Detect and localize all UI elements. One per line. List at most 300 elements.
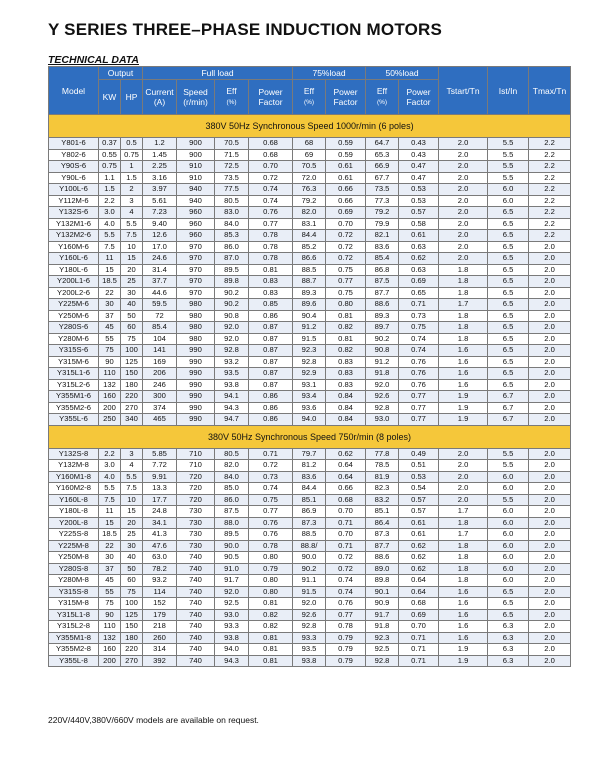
col-pf-full: Power Factor: [249, 80, 293, 115]
model-cell: Y132S-6: [49, 207, 99, 219]
table-cell: 24.8: [143, 506, 177, 518]
table-cell: 218: [143, 621, 177, 633]
table-cell: 7.5: [121, 230, 143, 242]
table-cell: 2.0: [439, 138, 488, 150]
table-cell: 92.6: [293, 609, 326, 621]
table-cell: 2.0: [439, 471, 488, 483]
table-cell: 94.1: [215, 391, 249, 403]
table-cell: 86.4: [366, 517, 399, 529]
table-cell: 990: [177, 356, 215, 368]
table-cell: 13.3: [143, 483, 177, 495]
table-cell: 2.0: [529, 586, 571, 598]
table-cell: 90.2: [215, 287, 249, 299]
table-cell: 83.0: [215, 207, 249, 219]
table-cell: 0.61: [399, 529, 439, 541]
model-cell: Y112M-6: [49, 195, 99, 207]
table-cell: 730: [177, 529, 215, 541]
table-cell: 0.59: [326, 138, 366, 150]
table-row: [49, 494, 571, 506]
table-cell: 0.77: [399, 414, 439, 426]
table-cell: 1.9: [439, 414, 488, 426]
table-cell: 60: [121, 322, 143, 334]
table-cell: 730: [177, 540, 215, 552]
table-cell: 0.83: [326, 379, 366, 391]
table-cell: 2.0: [529, 460, 571, 472]
table-cell: 93.2: [143, 575, 177, 587]
table-cell: 2.2: [529, 161, 571, 173]
table-cell: 2.0: [529, 529, 571, 541]
table-row: [49, 356, 571, 368]
table-cell: 0.74: [326, 575, 366, 587]
table-cell: 110: [99, 621, 121, 633]
model-cell: Y355M1-6: [49, 391, 99, 403]
table-cell: 89.3: [293, 287, 326, 299]
table-cell: 93.2: [215, 356, 249, 368]
table-cell: 6.0: [488, 563, 529, 575]
table-cell: 85.2: [293, 241, 326, 253]
table-cell: 100: [121, 598, 143, 610]
table-cell: 0.72: [326, 230, 366, 242]
model-cell: Y315M-6: [49, 356, 99, 368]
table-cell: 88.5: [293, 529, 326, 541]
table-cell: 68: [293, 138, 326, 150]
table-cell: 0.81: [326, 333, 366, 345]
table-cell: 91.0: [215, 563, 249, 575]
table-cell: 2.0: [529, 299, 571, 311]
table-cell: 940: [177, 184, 215, 196]
table-row: [49, 184, 571, 196]
table-cell: 37.7: [143, 276, 177, 288]
table-cell: 0.79: [326, 632, 366, 644]
table-cell: 83.6: [293, 471, 326, 483]
model-cell: Y90L-6: [49, 172, 99, 184]
table-cell: 6.0: [488, 483, 529, 495]
table-row: [49, 529, 571, 541]
table-row: [49, 506, 571, 518]
table-cell: 0.71: [399, 632, 439, 644]
table-cell: 0.5: [121, 138, 143, 150]
table-cell: 1.8: [439, 517, 488, 529]
table-cell: 1.8: [439, 333, 488, 345]
table-cell: 0.70: [326, 218, 366, 230]
table-cell: 0.87: [249, 322, 293, 334]
table-cell: 92.3: [293, 345, 326, 357]
table-cell: 90.8: [366, 345, 399, 357]
table-cell: 1.9: [439, 402, 488, 414]
table-cell: 0.64: [399, 586, 439, 598]
table-cell: 0.83: [249, 276, 293, 288]
table-cell: 0.77: [249, 218, 293, 230]
table-cell: 0.82: [249, 609, 293, 621]
table-cell: 92.8: [215, 345, 249, 357]
table-row: [49, 368, 571, 380]
table-cell: 88.8/: [293, 540, 326, 552]
table-cell: 2.2: [529, 230, 571, 242]
model-cell: Y160M-6: [49, 241, 99, 253]
model-cell: Y315L2-8: [49, 621, 99, 633]
table-cell: 0.75: [99, 161, 121, 173]
table-cell: 2.0: [529, 333, 571, 345]
table-cell: 2.0: [529, 655, 571, 667]
table-cell: 11: [99, 506, 121, 518]
table-row: [49, 460, 571, 472]
section-subtitle: TECHNICAL DATA: [48, 54, 139, 66]
table-cell: 86.9: [293, 506, 326, 518]
table-cell: 0.73: [249, 471, 293, 483]
table-cell: 2.2: [529, 138, 571, 150]
table-cell: 2.0: [529, 483, 571, 495]
table-cell: 30: [99, 299, 121, 311]
table-cell: 1.2: [143, 138, 177, 150]
model-cell: Y801-6: [49, 138, 99, 150]
table-cell: 92.0: [366, 379, 399, 391]
col-pf-50: Power Factor: [399, 80, 439, 115]
table-cell: 93.6: [293, 402, 326, 414]
table-cell: 50: [121, 310, 143, 322]
table-cell: 72.5: [215, 161, 249, 173]
model-cell: Y280M-8: [49, 575, 99, 587]
table-cell: 0.43: [399, 149, 439, 161]
table-cell: 180: [121, 379, 143, 391]
table-cell: 0.51: [399, 460, 439, 472]
table-cell: 93.5: [293, 644, 326, 656]
table-cell: 0.76: [249, 207, 293, 219]
model-cell: Y180L-8: [49, 506, 99, 518]
table-cell: 69: [293, 149, 326, 161]
table-cell: 200: [99, 655, 121, 667]
table-cell: 960: [177, 230, 215, 242]
table-cell: 1.5: [99, 184, 121, 196]
table-cell: 2.0: [529, 517, 571, 529]
table-cell: 141: [143, 345, 177, 357]
table-cell: 6.5: [488, 609, 529, 621]
table-row: [49, 471, 571, 483]
table-cell: 77.5: [215, 184, 249, 196]
table-cell: 82.0: [293, 207, 326, 219]
table-cell: 2.2: [529, 195, 571, 207]
table-cell: 6.5: [488, 299, 529, 311]
table-cell: 6.5: [488, 276, 529, 288]
table-cell: 75: [99, 598, 121, 610]
table-cell: 3: [121, 448, 143, 460]
table-cell: 70.5: [293, 161, 326, 173]
table-cell: 0.75: [249, 494, 293, 506]
table-cell: 0.72: [326, 241, 366, 253]
table-cell: 740: [177, 655, 215, 667]
table-cell: 910: [177, 172, 215, 184]
table-cell: 2.0: [529, 632, 571, 644]
table-cell: 30: [121, 287, 143, 299]
table-cell: 5.5: [488, 494, 529, 506]
table-cell: 0.47: [399, 161, 439, 173]
table-cell: 0.84: [326, 402, 366, 414]
table-row: [49, 598, 571, 610]
table-cell: 89.8: [215, 276, 249, 288]
table-row: [49, 138, 571, 150]
table-cell: 740: [177, 609, 215, 621]
table-cell: 15: [121, 253, 143, 265]
table-cell: 0.78: [249, 540, 293, 552]
table-row: [49, 345, 571, 357]
table-cell: 79.2: [293, 195, 326, 207]
table-cell: 990: [177, 345, 215, 357]
table-row: [49, 161, 571, 173]
table-cell: 720: [177, 494, 215, 506]
table-cell: 0.70: [326, 506, 366, 518]
model-cell: Y315L1-8: [49, 609, 99, 621]
table-cell: 0.77: [326, 609, 366, 621]
table-cell: 2.0: [439, 218, 488, 230]
table-cell: 89.5: [215, 264, 249, 276]
table-cell: 2.0: [529, 241, 571, 253]
table-cell: 90.8: [215, 310, 249, 322]
table-cell: 2.2: [529, 218, 571, 230]
table-cell: 0.61: [326, 161, 366, 173]
table-cell: 2.0: [439, 161, 488, 173]
table-cell: 1.7: [439, 506, 488, 518]
table-cell: 87.7: [366, 287, 399, 299]
table-cell: 9.40: [143, 218, 177, 230]
table-row: [49, 172, 571, 184]
col-current: Current (A): [143, 80, 177, 115]
table-cell: 17.7: [143, 494, 177, 506]
table-cell: 980: [177, 310, 215, 322]
model-cell: Y132M1-6: [49, 218, 99, 230]
table-row: [49, 264, 571, 276]
table-cell: 24.6: [143, 253, 177, 265]
table-cell: 2.0: [529, 506, 571, 518]
table-cell: 6.0: [488, 471, 529, 483]
table-cell: 77.8: [366, 448, 399, 460]
table-cell: 83.6: [366, 241, 399, 253]
table-cell: 2.0: [529, 540, 571, 552]
table-cell: 89.3: [366, 310, 399, 322]
table-cell: 93.3: [293, 632, 326, 644]
table-cell: 260: [143, 632, 177, 644]
table-cell: 20: [121, 264, 143, 276]
table-cell: 6.0: [488, 517, 529, 529]
table-cell: 0.49: [399, 448, 439, 460]
table-cell: 72.0: [293, 172, 326, 184]
table-cell: 740: [177, 552, 215, 564]
col-eff-full: Eff (%): [215, 80, 249, 115]
model-cell: Y132M-8: [49, 460, 99, 472]
table-cell: 6.0: [488, 540, 529, 552]
table-cell: 78.5: [366, 460, 399, 472]
table-cell: 80.5: [215, 195, 249, 207]
table-cell: 93.0: [366, 414, 399, 426]
table-cell: 270: [121, 655, 143, 667]
table-cell: 1.6: [439, 379, 488, 391]
table-cell: 79.7: [293, 448, 326, 460]
table-cell: 87.3: [366, 529, 399, 541]
table-cell: 2.0: [529, 414, 571, 426]
table-cell: 0.63: [399, 264, 439, 276]
table-cell: 86.8: [366, 264, 399, 276]
table-cell: 82.1: [366, 230, 399, 242]
table-cell: 2.0: [529, 471, 571, 483]
table-cell: 83.2: [366, 494, 399, 506]
table-cell: 73.5: [366, 184, 399, 196]
table-cell: 0.80: [249, 575, 293, 587]
table-row: [49, 575, 571, 587]
table-cell: 30: [121, 540, 143, 552]
table-cell: 314: [143, 644, 177, 656]
table-cell: 910: [177, 161, 215, 173]
table-cell: 92.8: [293, 621, 326, 633]
table-cell: 0.71: [399, 644, 439, 656]
table-cell: 6.5: [488, 230, 529, 242]
table-cell: 20: [121, 517, 143, 529]
footnote: 220V/440V,380V/660V models are available on request.: [48, 715, 259, 725]
table-cell: 0.70: [326, 529, 366, 541]
table-cell: 6.0: [488, 195, 529, 207]
table-cell: 88.7: [293, 276, 326, 288]
table-row: [49, 655, 571, 667]
table-cell: 0.86: [249, 310, 293, 322]
table-cell: 90.2: [366, 333, 399, 345]
section-band: [49, 425, 571, 448]
table-cell: 1.9: [439, 644, 488, 656]
table-cell: 25: [121, 276, 143, 288]
table-cell: 0.68: [326, 494, 366, 506]
table-cell: 2.0: [529, 310, 571, 322]
table-cell: 0.57: [399, 207, 439, 219]
table-cell: 90.0: [215, 540, 249, 552]
table-cell: 940: [177, 195, 215, 207]
model-cell: Y250M-6: [49, 310, 99, 322]
table-cell: 2.0: [439, 195, 488, 207]
col-50-load: 50%load: [366, 67, 439, 80]
table-cell: 1.8: [439, 322, 488, 334]
table-cell: 87.3: [293, 517, 326, 529]
table-cell: 87.5: [215, 506, 249, 518]
table-row: [49, 414, 571, 426]
page-title: Y SERIES THREE–PHASE INDUCTION MOTORS: [48, 20, 443, 39]
model-cell: Y200L2-6: [49, 287, 99, 299]
table-cell: 710: [177, 460, 215, 472]
table-cell: 2.0: [529, 264, 571, 276]
table-cell: 75: [121, 586, 143, 598]
col-hp: HP: [121, 80, 143, 115]
table-cell: 1.8: [439, 540, 488, 552]
table-row: [49, 448, 571, 460]
table-cell: 0.53: [399, 184, 439, 196]
table-cell: 2.0: [439, 184, 488, 196]
table-cell: 114: [143, 586, 177, 598]
col-tstart: Tstart/Tn: [439, 67, 488, 115]
table-cell: 6.5: [488, 218, 529, 230]
model-cell: Y160M1-8: [49, 471, 99, 483]
table-row: [49, 644, 571, 656]
table-cell: 92.8: [366, 655, 399, 667]
table-cell: 720: [177, 471, 215, 483]
table-cell: 87.0: [215, 253, 249, 265]
model-cell: Y355L-8: [49, 655, 99, 667]
table-cell: 2.0: [439, 241, 488, 253]
table-cell: 2.0: [439, 207, 488, 219]
model-cell: Y355M2-6: [49, 402, 99, 414]
table-cell: 76.3: [293, 184, 326, 196]
table-cell: 6.7: [488, 391, 529, 403]
table-cell: 0.47: [399, 172, 439, 184]
table-cell: 740: [177, 586, 215, 598]
table-cell: 150: [121, 621, 143, 633]
col-eff-75: Eff (%): [293, 80, 326, 115]
table-row: [49, 621, 571, 633]
table-cell: 104: [143, 333, 177, 345]
table-cell: 86.0: [215, 241, 249, 253]
table-cell: 41.3: [143, 529, 177, 541]
table-cell: 0.81: [326, 310, 366, 322]
table-cell: 0.62: [326, 448, 366, 460]
table-cell: 6.5: [488, 322, 529, 334]
table-cell: 84.0: [215, 471, 249, 483]
table-cell: 0.87: [249, 379, 293, 391]
table-cell: 84.4: [293, 483, 326, 495]
table-cell: 45: [99, 322, 121, 334]
table-cell: 11: [99, 253, 121, 265]
table-cell: 2.0: [529, 322, 571, 334]
table-cell: 90.1: [366, 586, 399, 598]
table-cell: 246: [143, 379, 177, 391]
table-cell: 0.58: [399, 218, 439, 230]
table-cell: 0.84: [326, 391, 366, 403]
table-cell: 2.0: [439, 149, 488, 161]
table-cell: 17.0: [143, 241, 177, 253]
table-cell: 85.4: [143, 322, 177, 334]
table-cell: 6.0: [488, 184, 529, 196]
table-cell: 93.8: [215, 632, 249, 644]
table-cell: 12.6: [143, 230, 177, 242]
table-row: [49, 253, 571, 265]
table-cell: 0.75: [121, 149, 143, 161]
table-cell: 1.8: [439, 552, 488, 564]
col-pf-75: Power Factor: [326, 80, 366, 115]
table-cell: 72: [143, 310, 177, 322]
table-cell: 4.0: [99, 471, 121, 483]
table-cell: 1.7: [439, 299, 488, 311]
table-cell: 740: [177, 644, 215, 656]
table-cell: 0.81: [249, 644, 293, 656]
col-75-load: 75%load: [293, 67, 366, 80]
table-cell: 1.6: [439, 632, 488, 644]
table-cell: 90.4: [293, 310, 326, 322]
table-cell: 94.3: [215, 402, 249, 414]
table-cell: 0.86: [249, 391, 293, 403]
model-cell: Y315L2-6: [49, 379, 99, 391]
table-cell: 0.69: [326, 207, 366, 219]
table-cell: 900: [177, 138, 215, 150]
table-cell: 78.2: [143, 563, 177, 575]
table-cell: 970: [177, 241, 215, 253]
table-cell: 2.0: [529, 253, 571, 265]
table-row: [49, 586, 571, 598]
table-cell: 5.5: [121, 218, 143, 230]
table-cell: 0.66: [326, 483, 366, 495]
table-cell: 2.0: [529, 276, 571, 288]
table-cell: 132: [99, 632, 121, 644]
table-cell: 85.0: [215, 483, 249, 495]
table-cell: 93.3: [215, 621, 249, 633]
table-cell: 132: [99, 379, 121, 391]
model-cell: Y180L-6: [49, 264, 99, 276]
table-cell: 88.0: [215, 517, 249, 529]
table-cell: 990: [177, 414, 215, 426]
table-cell: 179: [143, 609, 177, 621]
table-cell: 730: [177, 517, 215, 529]
table-cell: 5.5: [488, 149, 529, 161]
